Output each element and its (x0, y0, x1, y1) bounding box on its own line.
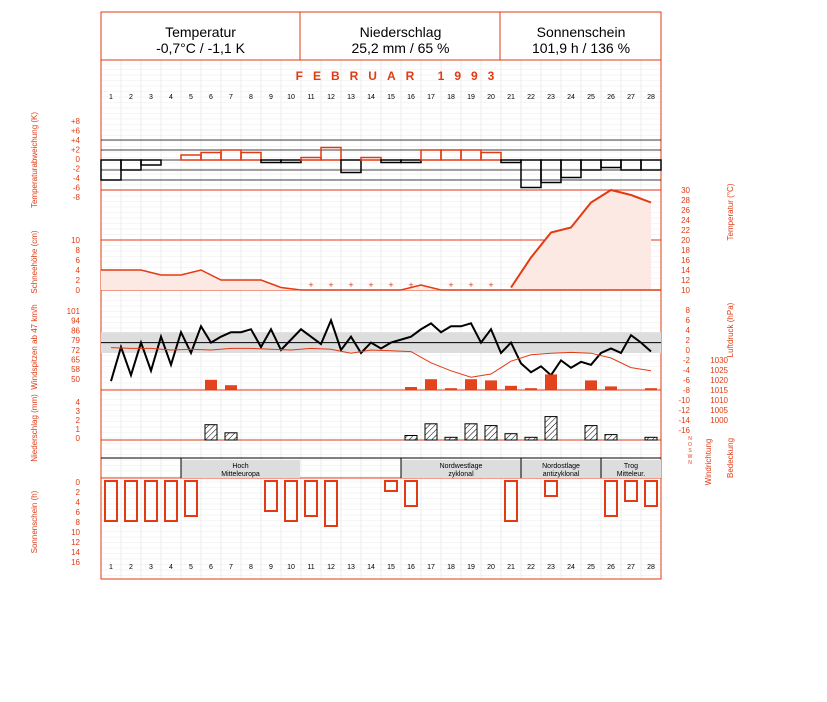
anomaly-bar (481, 153, 501, 161)
day-label-bottom: 19 (467, 564, 475, 571)
day-label-top: 3 (149, 94, 153, 101)
tick-pressure-hpa: 1005 (710, 406, 728, 415)
tick-precip: 2 (75, 416, 80, 425)
day-label-top: 13 (347, 94, 355, 101)
regime-label: Hoch (232, 463, 249, 470)
precip-red-bar (405, 387, 417, 390)
day-label-bottom: 25 (587, 564, 595, 571)
day-label-top: 14 (367, 94, 375, 101)
left-axis-label: Niederschlag (mm) (30, 394, 39, 462)
tick-precip: 3 (75, 407, 80, 416)
right-axis-label-pressure: Luftdruck (hPa) (726, 302, 735, 358)
tick-sunshine: 16 (71, 558, 80, 567)
tick-snow: 4 (75, 266, 80, 275)
left-axis-label: Windspitzen ab 47 km/h (30, 304, 39, 390)
tick-pressure-offset: -2 (682, 356, 690, 365)
sun-value: 101,9 h / 136 % (531, 40, 631, 56)
tick-pressure-offset: 8 (685, 306, 690, 315)
anomaly-bar (261, 160, 281, 163)
day-label-bottom: 5 (189, 564, 193, 571)
snow-trace-mark: + (328, 280, 334, 290)
tick-pressure-hpa: 1020 (710, 376, 728, 385)
regime-label: Nordostlage (542, 463, 580, 470)
tick-temp-anomaly: -8 (72, 193, 80, 202)
day-label-bottom: 24 (567, 564, 575, 571)
tick-temperature: 26 (681, 206, 690, 215)
precip-red-bar (545, 374, 557, 390)
precip-red-bar (585, 380, 597, 390)
tick-temp-anomaly: +4 (70, 136, 80, 145)
snow-trace-mark: + (408, 280, 414, 290)
snow-trace-mark: + (388, 280, 394, 290)
precip-bar (525, 437, 537, 440)
tick-snow: 0 (75, 286, 80, 295)
precip-value: 25,2 mm / 65 % (351, 40, 450, 56)
day-label-bottom: 23 (547, 564, 555, 571)
day-label-bottom: 9 (269, 564, 273, 571)
tick-temperature: 24 (681, 216, 690, 225)
tick-temp-anomaly: +2 (70, 145, 80, 155)
tick-wind: 50 (71, 374, 80, 384)
sunshine-bar (405, 481, 417, 506)
tick-sunshine: 8 (75, 518, 80, 527)
day-label-top: 19 (467, 94, 475, 101)
day-label-top: 25 (587, 94, 595, 101)
regime-label: zyklonal (448, 471, 474, 478)
precip-bar (445, 437, 457, 440)
tick-pressure-offset: 6 (685, 316, 690, 325)
day-label-bottom: 17 (427, 564, 435, 571)
snow-trace-mark: + (488, 280, 494, 290)
snow-trace-mark: + (468, 280, 474, 290)
day-label-top: 11 (307, 94, 315, 101)
tick-pressure-offset: -8 (682, 386, 690, 395)
day-label-bottom: 3 (149, 564, 153, 571)
tick-temperature: 18 (681, 246, 690, 255)
tick-pressure-offset: -4 (682, 366, 690, 375)
regime-label: Nordwestlage (439, 463, 483, 470)
anomaly-bar (381, 160, 401, 163)
day-label-top: 22 (527, 94, 535, 101)
day-label-bottom: 27 (627, 564, 635, 571)
day-label-bottom: 1 (109, 564, 113, 571)
tick-temperature: 30 (681, 186, 690, 195)
day-label-top: 23 (547, 94, 555, 101)
anomaly-bar (401, 160, 421, 163)
day-label-top: 7 (229, 94, 233, 101)
precip-red-bar (505, 386, 517, 390)
day-label-top: 12 (327, 94, 335, 101)
precip-bar (205, 425, 217, 440)
tick-wind: 65 (71, 355, 80, 365)
day-label-top: 8 (249, 94, 253, 101)
day-label-bottom: 2 (129, 564, 133, 571)
precip-red-bar (445, 388, 457, 390)
tick-snow: 10 (71, 236, 80, 245)
precip-bar (485, 426, 497, 440)
tick-pressure-offset: -16 (678, 426, 690, 435)
tick-temp-anomaly: -6 (72, 183, 80, 193)
snow-trace-mark: + (308, 280, 314, 290)
tick-temperature: 10 (681, 286, 690, 295)
day-label-bottom: 11 (307, 564, 315, 571)
right-axis-label-wind-direction: Windrichtung (704, 438, 713, 486)
snow-trace-mark: + (448, 280, 454, 290)
tick-temp-anomaly: +6 (70, 126, 80, 136)
day-label-top: 17 (427, 94, 435, 101)
tick-pressure-hpa: 1015 (710, 386, 728, 395)
anomaly-bar (301, 158, 321, 161)
anomaly-bar (441, 150, 461, 160)
month-title: FEBRUAR 1993 (295, 69, 505, 83)
anomaly-bar (221, 150, 241, 160)
tick-precip: 1 (75, 425, 80, 434)
tick-wind-direction: N (688, 460, 692, 466)
tick-sunshine: 14 (71, 548, 80, 557)
precip-red-bar (225, 385, 237, 390)
day-label-bottom: 15 (387, 564, 395, 571)
day-label-top: 6 (209, 94, 213, 101)
tick-temperature: 16 (681, 256, 690, 265)
day-label-top: 4 (169, 94, 173, 101)
tick-temp-anomaly: 0 (75, 155, 80, 164)
tick-pressure-offset: 0 (685, 346, 690, 355)
tick-temperature: 22 (681, 226, 690, 235)
anomaly-bar (421, 150, 441, 160)
tick-wind: 101 (66, 307, 80, 316)
precip-red-bar (465, 379, 477, 390)
anomaly-bar (361, 158, 381, 161)
precip-bar (545, 417, 557, 440)
day-label-bottom: 14 (367, 564, 375, 571)
tick-pressure-hpa: 1000 (710, 416, 728, 425)
day-label-top: 26 (607, 94, 615, 101)
precip-bar (425, 424, 437, 440)
tick-snow: 6 (75, 256, 80, 265)
tick-pressure-offset: 2 (685, 336, 690, 345)
precip-red-bar (425, 379, 437, 390)
precip-bar (405, 436, 417, 441)
tick-pressure-offset: -10 (678, 396, 690, 405)
tick-sunshine: 10 (71, 528, 80, 537)
temp-title: Temperatur (165, 24, 236, 40)
tick-sunshine: 2 (75, 488, 80, 497)
precip-bar (645, 437, 657, 440)
day-label-bottom: 10 (287, 564, 295, 571)
tick-snow: 2 (75, 276, 80, 285)
regime-label: Mitteleuropa (221, 471, 260, 478)
tick-wind: 94 (71, 316, 80, 326)
left-axis-label: Temperaturabweichung (K) (30, 111, 39, 209)
left-axis-label: Schneehöhe (cm) (30, 230, 39, 294)
tick-wind: 86 (71, 326, 80, 336)
anomaly-bar (201, 153, 221, 161)
tick-wind-direction: O (688, 442, 692, 448)
tick-pressure-hpa: 1010 (710, 396, 728, 405)
temp-value: -0,7°C / -1,1 K (156, 40, 245, 56)
day-label-bottom: 20 (487, 564, 495, 571)
sunshine-bar (545, 481, 557, 496)
precip-bar (465, 424, 477, 440)
tick-wind: 79 (71, 336, 80, 346)
tick-sunshine: 0 (75, 478, 80, 487)
anomaly-bar (461, 150, 481, 160)
precip-title: Niederschlag (359, 24, 442, 40)
precip-bar (585, 426, 597, 440)
tick-pressure-hpa: 1030 (710, 356, 728, 365)
snow-trace-mark: + (368, 280, 374, 290)
precip-red-bar (485, 380, 497, 390)
precip-red-bar (205, 380, 217, 390)
precip-bar (225, 433, 237, 440)
precip-bar (505, 434, 517, 440)
tick-temp-anomaly: +8 (70, 117, 80, 126)
day-label-bottom: 4 (169, 564, 173, 571)
day-label-bottom: 28 (647, 564, 655, 571)
day-label-top: 27 (627, 94, 635, 101)
day-label-top: 1 (109, 94, 113, 101)
tick-precip: 4 (75, 398, 80, 407)
tick-precip: 0 (75, 434, 80, 443)
tick-sunshine: 4 (75, 498, 80, 507)
tick-pressure-offset: 4 (685, 326, 690, 335)
regime-label: Mitteleur. (616, 471, 646, 478)
precip-red-bar (605, 386, 617, 390)
tick-snow: 8 (75, 246, 80, 255)
left-axis-label: Sonnenschein (h) (30, 490, 39, 554)
day-label-top: 5 (189, 94, 193, 101)
day-label-top: 24 (567, 94, 575, 101)
regime-label: antizyklonal (542, 471, 580, 478)
tick-wind-direction: S (688, 448, 692, 454)
day-label-top: 9 (269, 94, 273, 101)
day-label-bottom: 6 (209, 564, 213, 571)
day-label-bottom: 7 (229, 564, 233, 571)
day-label-bottom: 8 (249, 564, 253, 571)
anomaly-bar (341, 160, 361, 173)
anomaly-bar (141, 160, 161, 165)
snow-trace-mark: + (348, 280, 354, 290)
tick-temp-anomaly: -2 (72, 164, 80, 174)
tick-wind-direction: N (688, 436, 692, 442)
right-axis-label-cloud-cover: Bedeckung (726, 437, 735, 479)
tick-pressure-offset: -12 (678, 406, 690, 415)
day-label-bottom: 16 (407, 564, 415, 571)
anomaly-bar (321, 148, 341, 161)
sunshine-bar (625, 481, 637, 501)
day-label-top: 2 (129, 94, 133, 101)
precip-red-bar (525, 388, 537, 390)
tick-pressure-offset: -6 (682, 376, 690, 385)
tick-pressure-hpa: 1025 (710, 366, 728, 375)
day-label-bottom: 26 (607, 564, 615, 571)
day-label-top: 18 (447, 94, 455, 101)
day-label-bottom: 13 (347, 564, 355, 571)
day-label-top: 21 (507, 94, 515, 101)
anomaly-bar (541, 160, 561, 183)
regime-label: Trog (623, 463, 639, 470)
tick-temperature: 28 (681, 196, 690, 205)
precip-bar (605, 435, 617, 440)
right-axis-label-temperature: Temperatur (°C) (726, 183, 735, 241)
anomaly-bar (501, 160, 521, 163)
day-label-bottom: 21 (507, 564, 515, 571)
day-label-bottom: 18 (447, 564, 455, 571)
day-label-top: 28 (647, 94, 655, 101)
anomaly-bar (281, 160, 301, 163)
tick-temperature: 20 (681, 236, 690, 245)
day-label-top: 16 (407, 94, 415, 101)
tick-wind: 58 (71, 365, 80, 375)
tick-wind-direction: W (687, 454, 693, 460)
sunshine-bar (385, 481, 397, 491)
tick-wind: 72 (71, 345, 80, 355)
day-label-bottom: 22 (527, 564, 535, 571)
day-label-top: 10 (287, 94, 295, 101)
tick-sunshine: 6 (75, 508, 80, 517)
tick-temperature: 12 (681, 276, 690, 285)
tick-temp-anomaly: -4 (72, 174, 80, 183)
sunshine-bar (645, 481, 657, 506)
precip-red-bar (645, 388, 657, 390)
tick-pressure-offset: -14 (678, 416, 690, 425)
day-label-top: 20 (487, 94, 495, 101)
sunshine-bar (265, 481, 277, 511)
day-label-bottom: 12 (327, 564, 335, 571)
tick-temperature: 14 (681, 266, 690, 275)
anomaly-bar (601, 160, 621, 168)
day-label-top: 15 (387, 94, 395, 101)
tick-sunshine: 12 (71, 538, 80, 547)
sun-title: Sonnenschein (536, 24, 626, 40)
anomaly-bar (241, 153, 261, 161)
